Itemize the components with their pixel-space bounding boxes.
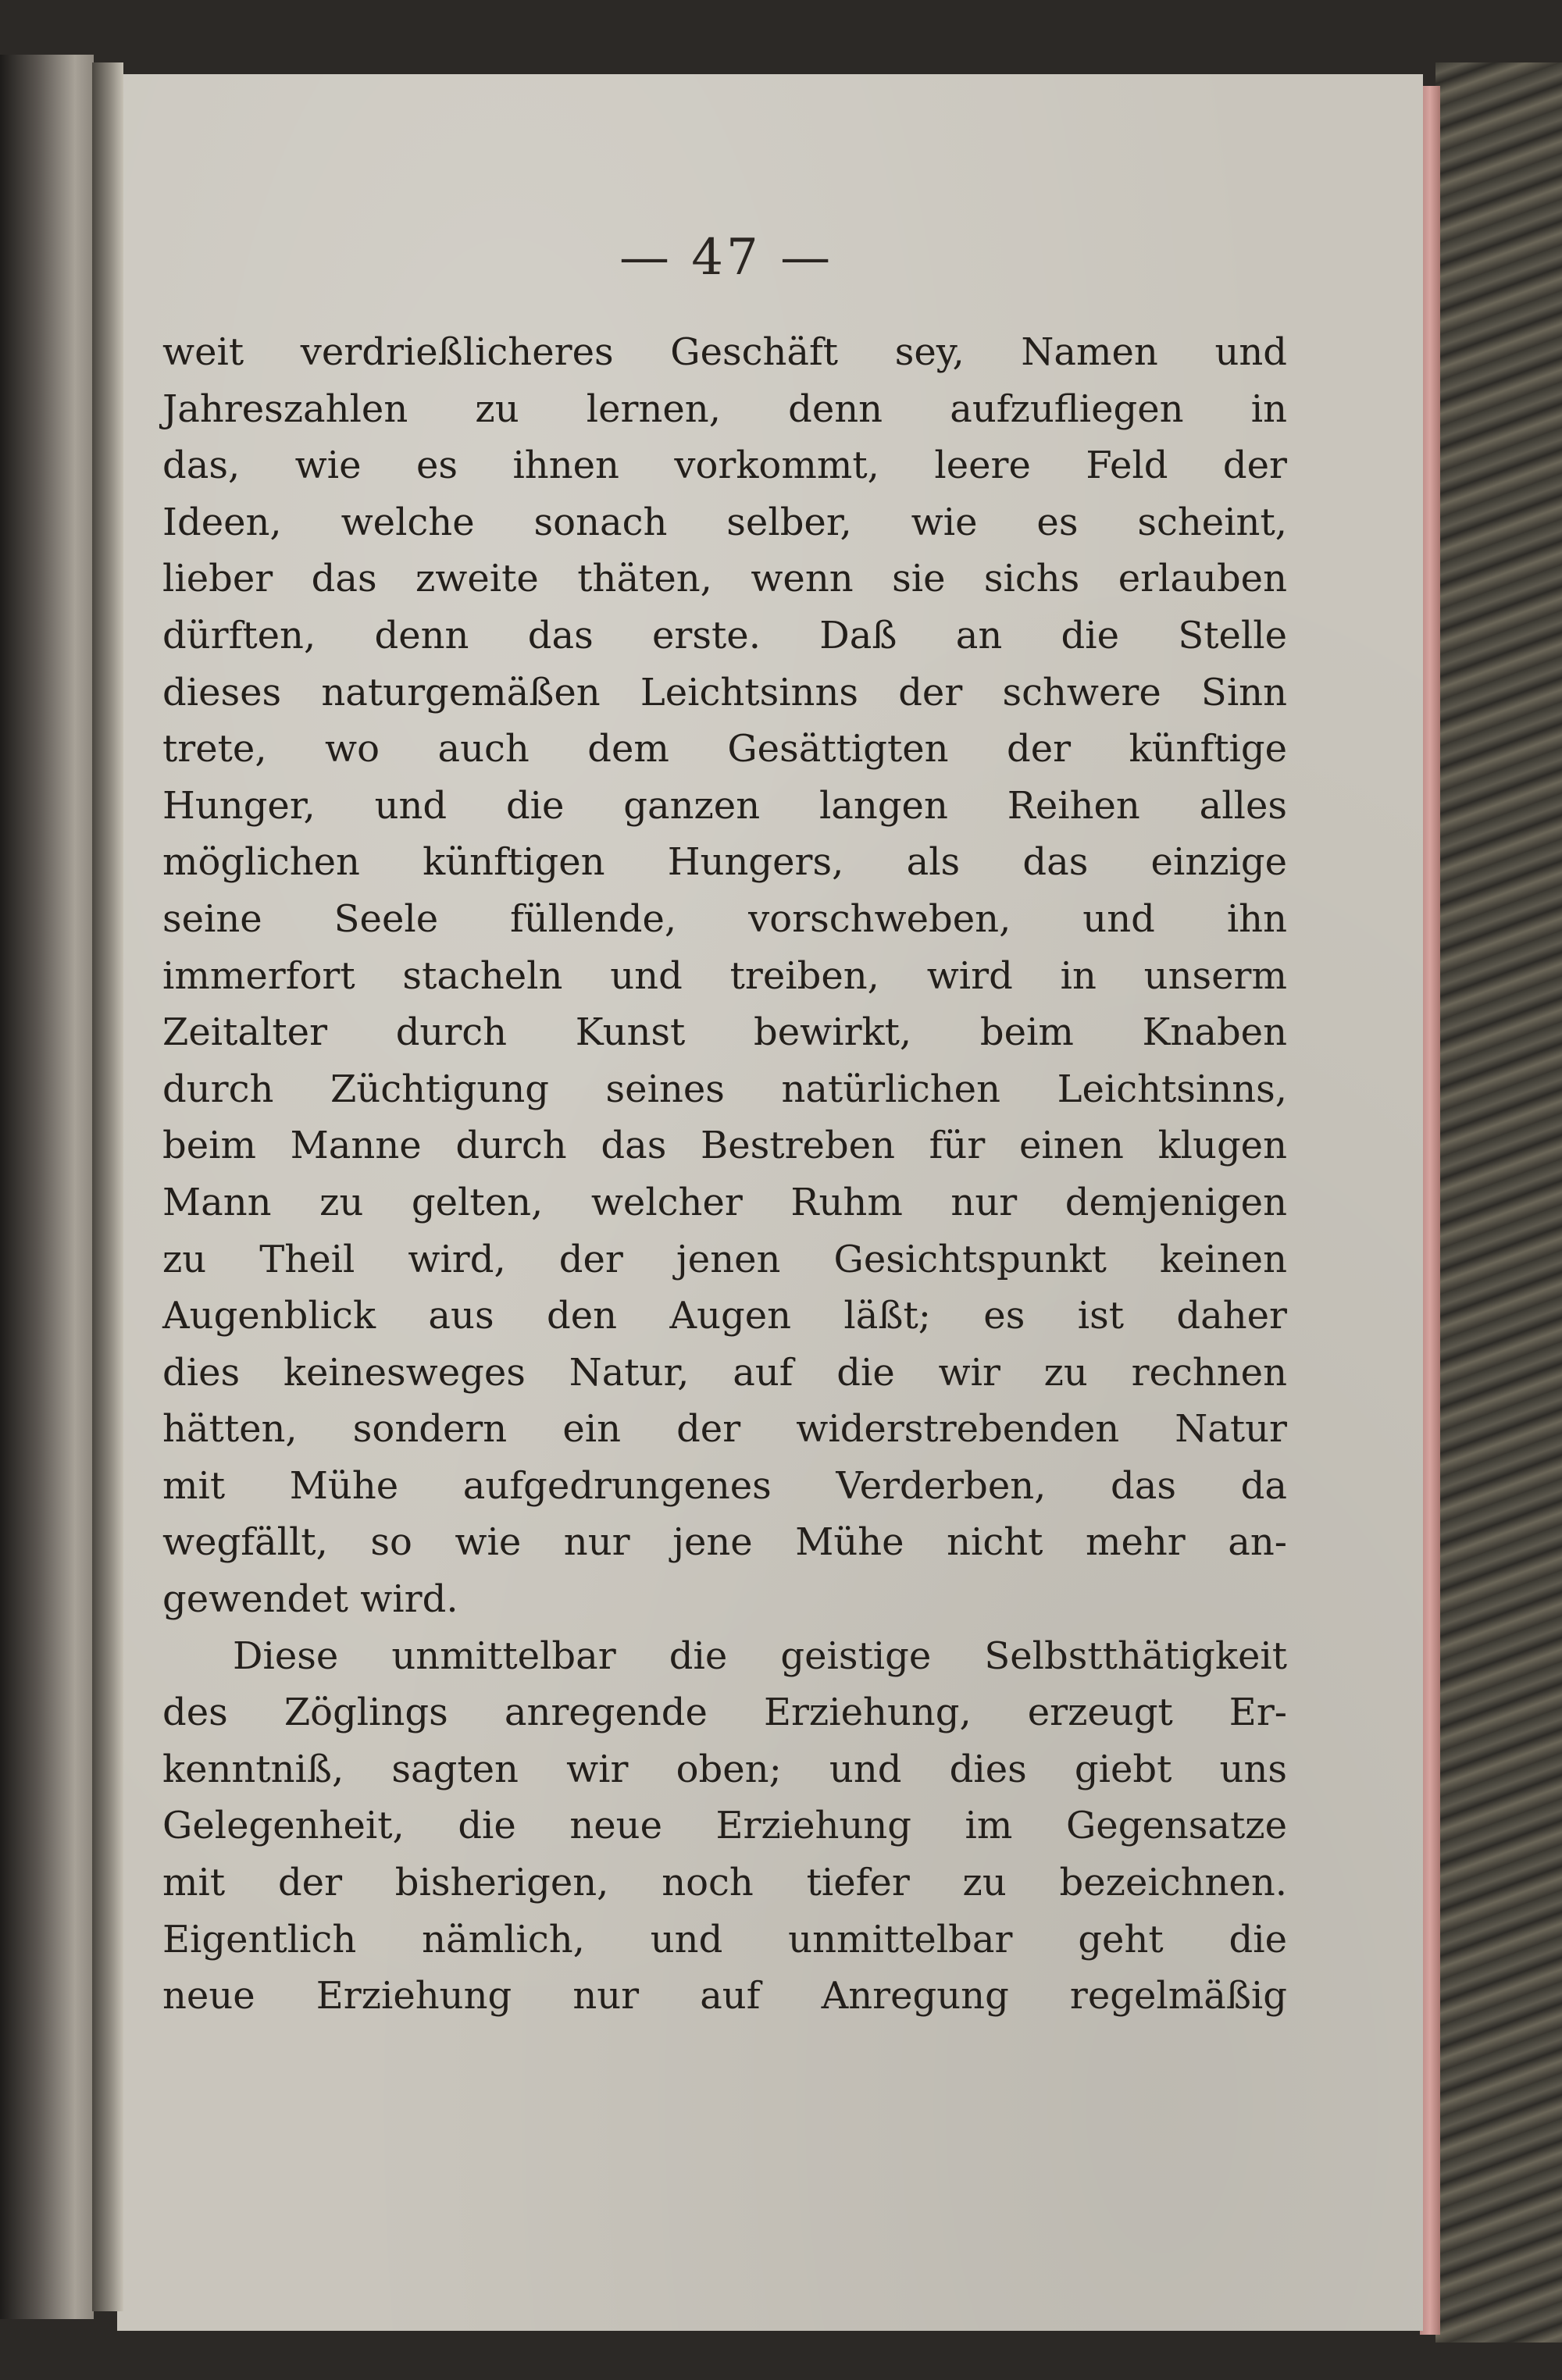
page-gutter (92, 62, 123, 2311)
text-line: dürften, denn das erste. Daß an die Stelle (162, 613, 1287, 657)
text-line: Zeitalter durch Kunst bewirkt, beim Knaben (162, 1010, 1287, 1055)
text-line: Jahreszahlen zu lernen, denn aufzufliegen in (162, 387, 1287, 431)
text-line: Gelegenheit, die neue Erziehung im Gegensatze (162, 1804, 1287, 1848)
page-number: — 47 — (619, 229, 834, 287)
text-line: gewendet wird. (162, 1577, 458, 1622)
text-line: Ideen, welche sonach selber, wie es scheint, (162, 500, 1287, 544)
text-line: seine Seele füllende, vorschweben, und ihn (162, 896, 1287, 941)
text-line: lieber das zweite thäten, wenn sie sichs erlauben (162, 557, 1287, 601)
text-line: möglichen künftigen Hungers, als das einzige (162, 840, 1287, 885)
text-line: neue Erziehung nur auf Anregung regelmäßig (162, 1974, 1287, 2018)
paragraph-2 (162, 1628, 1287, 2025)
text-line: immerfort stacheln und treiben, wird in unserm (162, 953, 1287, 998)
text-line: Eigentlich nämlich, und unmittelbar geht die (162, 1917, 1287, 1961)
text-line: weit verdrießlicheres Geschäft sey, Namen und (162, 330, 1287, 374)
book-page (117, 74, 1423, 2331)
body-text (162, 324, 1287, 2025)
text-line: dies keinesweges Natur, auf die wir zu rechnen (162, 1350, 1287, 1395)
marbled-cover-edge (1435, 62, 1562, 2343)
text-line: mit Mühe aufgedrungenes Verderben, das da (162, 1463, 1287, 1508)
paragraph-1 (162, 324, 1287, 1628)
text-line: des Zöglings anregende Erziehung, erzeugt Er- (162, 1691, 1287, 1735)
text-line: trete, wo auch dem Gesättigten der künftige (162, 727, 1287, 771)
text-line: Hunger, und die ganzen langen Reihen alles (162, 783, 1287, 828)
text-line: durch Züchtigung seines natürlichen Leichtsinns, (162, 1067, 1287, 1111)
left-page-edge (0, 55, 94, 2319)
text-line: Augenblick aus den Augen läßt; es ist daher (162, 1294, 1287, 1338)
text-line: hätten, sondern ein der widerstrebenden Natur (162, 1407, 1287, 1452)
text-line: Diese unmittelbar die geistige Selbstthätigkeit (233, 1634, 1287, 1678)
text-line: Mann zu gelten, welcher Ruhm nur demjenigen (162, 1180, 1287, 1224)
text-line: dieses naturgemäßen Leichtsinns der schwere Sinn (162, 670, 1287, 714)
text-line: beim Manne durch das Bestreben für einen klugen (162, 1124, 1287, 1168)
text-line: zu Theil wird, der jenen Gesichtspunkt keinen (162, 1237, 1287, 1281)
text-line: mit der bisherigen, noch tiefer zu bezeichnen. (162, 1861, 1287, 1905)
text-line: das, wie es ihnen vorkommt, leere Feld der (162, 444, 1287, 488)
text-line: kenntniß, sagten wir oben; und dies giebt uns (162, 1747, 1287, 1791)
text-line: wegfällt, so wie nur jene Mühe nicht mehr an- (162, 1520, 1287, 1565)
